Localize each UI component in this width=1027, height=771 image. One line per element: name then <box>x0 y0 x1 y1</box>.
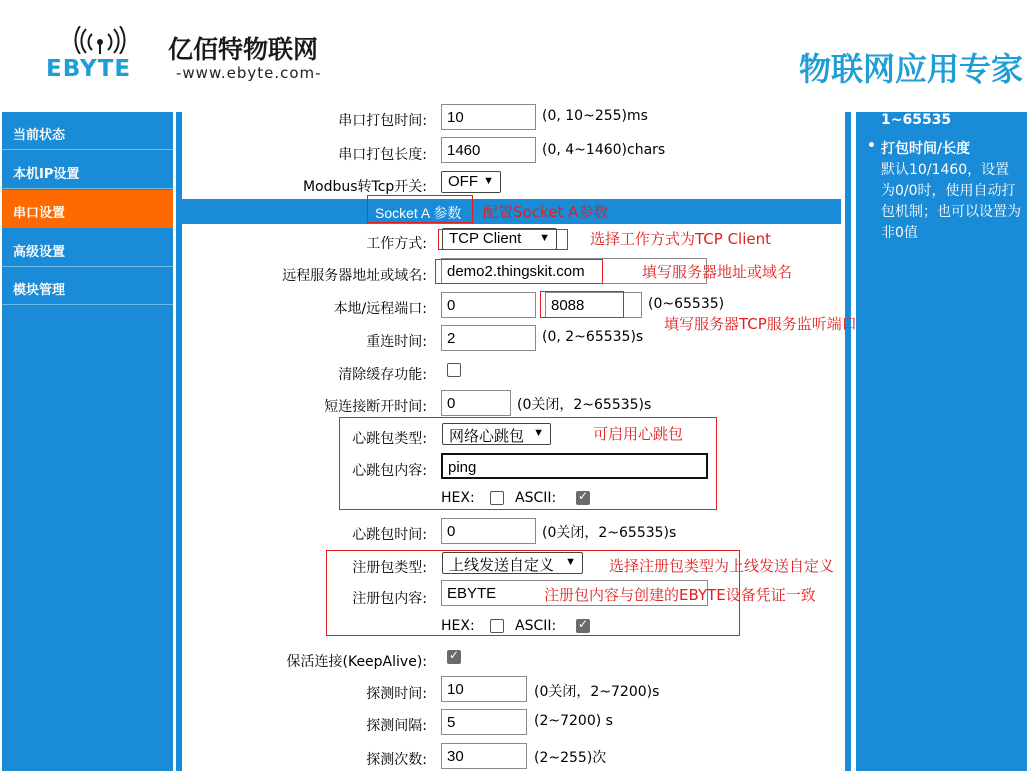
pack-time-input[interactable]: 10 <box>441 104 536 130</box>
heartbeat-type-label: 心跳包类型: <box>352 431 427 447</box>
server-label: 远程服务器地址或域名: <box>282 268 427 284</box>
probe-count-note: (2~255)次 <box>534 750 607 766</box>
heartbeat-hex-label: HEX: <box>441 490 475 506</box>
heartbeat-content-label: 心跳包内容: <box>352 463 427 479</box>
remote-port-input[interactable]: 8088 <box>545 292 642 318</box>
chevron-down-icon: ▼ <box>539 232 550 244</box>
chevron-down-icon: ▼ <box>483 175 494 187</box>
pack-time-label: 串口打包时间: <box>338 113 427 129</box>
pack-time-note: (0, 10~255)ms <box>542 108 648 124</box>
reconnect-note: (0, 2~65535)s <box>542 329 644 345</box>
clear-cache-label: 清除缓存功能: <box>338 367 427 383</box>
socket-annotation: 配置Socket A参数 <box>483 203 609 221</box>
modbus-label: Modbus转Tcp开关: <box>302 179 427 195</box>
reconnect-input[interactable]: 2 <box>441 325 536 351</box>
help-panel <box>856 112 1027 771</box>
register-content-label: 注册包内容: <box>352 591 427 607</box>
work-mode-annotation-box <box>438 229 568 250</box>
probe-time-label: 探测时间: <box>366 686 427 702</box>
heartbeat-type-value: 网络心跳包 <box>449 428 525 445</box>
port-note: (0~65535) <box>648 296 725 312</box>
company-website: -www.ebyte.com- <box>176 64 322 82</box>
short-disconnect-note: (0关闭，2~65535)s <box>517 397 652 413</box>
register-ascii-label: ASCII: <box>515 618 557 634</box>
port-annotation: 填写服务器TCP服务监听端口 <box>664 315 857 333</box>
right-divider <box>845 112 851 771</box>
heartbeat-time-note: (0关闭，2~65535)s <box>542 525 677 541</box>
chevron-down-icon: ▼ <box>533 427 544 439</box>
sidebar-item-module-management[interactable]: 模块管理 <box>2 267 173 305</box>
company-name: 亿佰特物联网 <box>168 35 319 64</box>
register-type-label: 注册包类型: <box>352 560 427 576</box>
brand-name: EBYTE <box>46 56 132 82</box>
ebyte-logo <box>46 26 154 82</box>
server-annotation-box <box>435 259 603 284</box>
help-range: 1~65535 <box>881 112 952 128</box>
socket-a-title: Socket A 参数 <box>375 205 462 221</box>
reconnect-label: 重连时间: <box>366 334 427 350</box>
probe-interval-note: (2~7200) s <box>534 713 613 729</box>
local-port-input[interactable]: 0 <box>441 292 536 318</box>
clear-cache-checkbox[interactable] <box>447 363 461 377</box>
register-type-value: 上线发送自定义 <box>449 557 555 574</box>
heartbeat-time-label: 心跳包时间: <box>352 527 427 543</box>
register-type-annotation: 选择注册包类型为上线发送自定义 <box>609 557 835 575</box>
register-content-annotation: 注册包内容与创建的EBYTE设备凭证一致 <box>544 586 816 604</box>
server-input[interactable]: demo2.thingskit.com <box>441 258 707 284</box>
sidebar-item-advanced-settings[interactable]: 高级设置 <box>2 229 173 267</box>
register-content-input[interactable]: EBYTE <box>441 580 708 606</box>
heartbeat-time-input[interactable]: 0 <box>441 518 536 544</box>
sidebar-item-ip-settings[interactable]: 本机IP设置 <box>2 151 173 189</box>
probe-interval-label: 探测间隔: <box>366 718 427 734</box>
sidebar-item-status[interactable]: 当前状态 <box>2 112 173 150</box>
pack-length-label: 串口打包长度: <box>338 147 427 163</box>
pack-length-input[interactable]: 1460 <box>441 137 536 163</box>
sidebar-nav <box>2 112 173 771</box>
pack-length-note: (0, 4~1460)chars <box>542 142 666 158</box>
bullet-icon: • <box>867 138 876 154</box>
port-label: 本地/远程端口: <box>333 301 427 317</box>
page-header <box>0 0 1027 112</box>
work-mode-value: TCP Client <box>449 230 522 247</box>
modbus-value: OFF <box>448 173 478 190</box>
probe-interval-input[interactable]: 5 <box>441 709 527 735</box>
modbus-select[interactable] <box>441 171 501 193</box>
register-hex-label: HEX: <box>441 618 475 634</box>
port-annotation-box <box>540 291 624 318</box>
keepalive-label: 保活连接(KeepAlive): <box>286 654 427 670</box>
heartbeat-annotation: 可启用心跳包 <box>593 425 684 443</box>
chevron-down-icon: ▼ <box>565 556 576 568</box>
probe-count-label: 探测次数: <box>366 752 427 768</box>
socket-a-annotation-box <box>367 195 473 223</box>
work-mode-label: 工作方式: <box>366 236 427 252</box>
probe-count-input[interactable]: 30 <box>441 743 527 769</box>
keepalive-checkbox[interactable] <box>447 650 461 664</box>
help-title: 打包时间/长度 <box>881 141 971 157</box>
signal-waves-icon <box>74 26 126 54</box>
heartbeat-ascii-label: ASCII: <box>515 490 557 506</box>
probe-time-input[interactable]: 10 <box>441 676 527 702</box>
short-disconnect-label: 短连接断开时间: <box>324 399 427 415</box>
sidebar-item-serial-settings[interactable]: 串口设置 <box>2 190 173 228</box>
help-description: 默认10/1460，设置为0/0时，使用自动打包机制；也可以设置为非0值 <box>881 162 1021 241</box>
probe-time-note: (0关闭，2~7200)s <box>534 684 660 700</box>
work-mode-annotation: 选择工作方式为TCP Client <box>590 230 771 248</box>
slogan: 物联网应用专家 <box>798 50 1023 88</box>
heartbeat-content-input[interactable]: ping <box>441 453 708 479</box>
short-disconnect-input[interactable]: 0 <box>441 390 511 416</box>
server-annotation: 填写服务器地址或域名 <box>642 263 793 281</box>
